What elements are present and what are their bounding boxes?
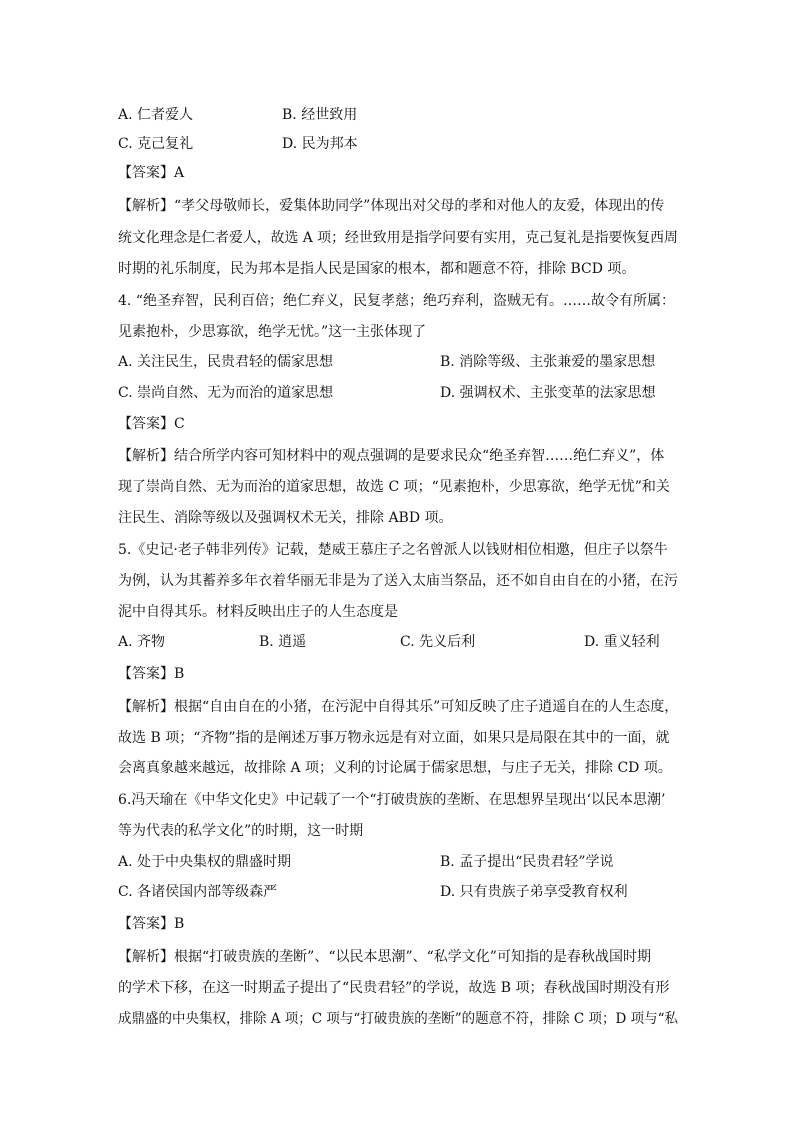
q6-analysis-line-1: 【解析】根据“打破贵族的垄断”、“以民本思潮”、“私学文化”可知指的是春秋战国时期	[118, 949, 651, 965]
q5-stem-line-3: 泥中自得其乐。材料反映出庄子的人生态度是	[118, 604, 398, 620]
q3-option-a: A. 仁者爱人	[118, 107, 194, 123]
q5-answer: 【答案】B	[118, 666, 185, 682]
q4-stem-line-1: 4. “绝圣弃智，民利百倍；绝仁弃义，民复孝慈；绝巧弃利，盗贼无有。……故令有所属：	[118, 293, 675, 309]
q4-option-a: A. 关注民生，民贵君轻的儒家思想	[118, 354, 334, 370]
q4-option-c: C. 崇尚自然、无为而治的道家思想	[118, 385, 334, 401]
q5-option-a: A. 齐物	[118, 634, 166, 650]
q4-option-d: D. 强调权术、主张变革的法家思想	[440, 385, 656, 401]
q5-stem-line-1: 5.《史记·老子韩非列传》记载，楚威王慕庄子之名曾派人以钱财相位相邀，但庄子以祭牛	[118, 542, 668, 558]
q3-analysis-line-2: 统文化理念是仁者爱人，故选 A 项；经世致用是指学问要有实用，克己复礼是指要恢复西周	[118, 230, 678, 246]
q5-option-b: B. 逍遥	[259, 634, 307, 650]
q5-analysis-line-2: 故选 B 项；“齐物”指的是阐述万事万物永远是有对立面，如果只是局限在其中的一面，就	[118, 730, 670, 746]
q6-analysis-line-3: 成鼎盛的中央集权，排除 A 项；C 项与“打破贵族的垄断”的题意不符，排除 C 项；D 项与“私	[118, 1011, 679, 1027]
q4-answer: 【答案】C	[118, 416, 185, 432]
q5-analysis-line-3: 会离真象越来越远，故排除 A 项；义利的讨论属于儒家思想，与庄子无关，排除 CD 项。	[118, 760, 672, 776]
q5-stem-line-2: 为例，认为其蓄养多年衣着华丽无非是为了送入太庙当祭品，还不如自由自在的小猪，在污	[118, 573, 678, 589]
q4-analysis-line-1: 【解析】结合所学内容可知材料中的观点强调的是要求民众“绝圣弃智……绝仁弃义”，体	[118, 448, 665, 464]
q6-stem-line-2: 等为代表的私学文化”的时期，这一时期	[118, 823, 364, 839]
q3-analysis-line-1: 【解析】“孝父母敬师长，爱集体助同学”体现出对父母的孝和对他人的友爱，体现出的传	[118, 198, 665, 214]
q3-option-d: D. 民为邦本	[282, 136, 358, 152]
q6-analysis-line-2: 的学术下移，在这一时期孟子提出了“民贵君轻”的学说，故选 B 项；春秋战国时期没有形	[118, 980, 670, 996]
q3-answer: 【答案】A	[118, 165, 185, 181]
q6-answer: 【答案】B	[118, 916, 185, 932]
q4-analysis-line-2: 现了崇尚自然、无为而治的道家思想，故选 C 项；“见素抱朴，少思寡欲，绝学无忧”和关	[118, 479, 670, 495]
q3-analysis-line-3: 时期的礼乐制度，民为邦本是指人民是国家的根本，都和题意不符，排除 BCD 项。	[118, 261, 636, 277]
q3-option-b: B. 经世致用	[282, 107, 358, 123]
q4-analysis-line-3: 注民生、消除等级以及强调权术无关，排除 ABD 项。	[118, 510, 453, 526]
q5-option-c: C. 先义后利	[400, 634, 476, 650]
q6-option-c: C. 各诸侯国内部等级森严	[118, 884, 278, 900]
q6-option-a: A. 处于中央集权的鼎盛时期	[118, 854, 292, 870]
q4-stem-line-2: 见素抱朴，少思寡欲，绝学无忧。”这一主张体现了	[118, 324, 427, 340]
q4-option-b: B. 消除等级、主张兼爱的墨家思想	[440, 354, 656, 370]
q5-option-d: D. 重义轻利	[584, 634, 660, 650]
q5-analysis-line-1: 【解析】根据“自由自在的小猪，在污泥中自得其乐”可知反映了庄子逍遥自在的人生态度，	[118, 699, 679, 715]
q6-option-b: B. 孟子提出“民贵君轻”学说	[440, 854, 614, 870]
q6-stem-line-1: 6.冯天瑜在《中华文化史》中记载了一个“打破贵族的垄断、在思想界呈现出‘以民本思潮’	[118, 792, 666, 808]
q3-option-c: C. 克己复礼	[118, 136, 194, 152]
q6-option-d: D. 只有贵族子弟享受教育权利	[440, 884, 628, 900]
